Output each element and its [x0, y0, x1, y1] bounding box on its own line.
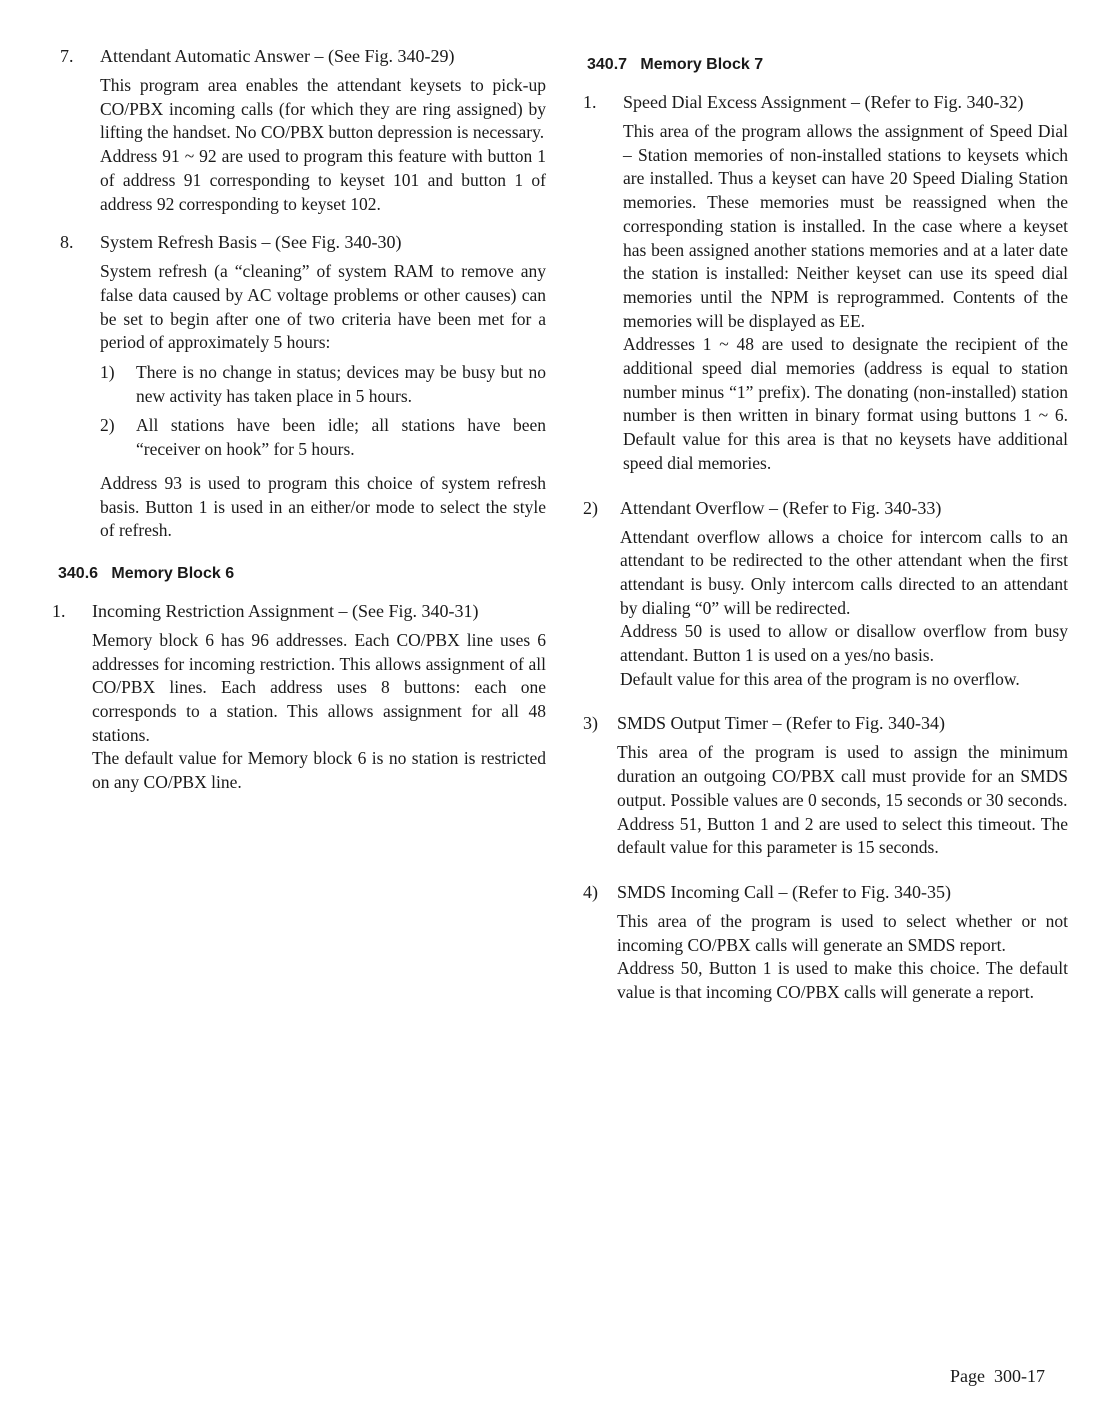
- item-body: [617, 711, 1068, 860]
- item-body: [617, 880, 1068, 1005]
- item-system-refresh-basis: [60, 230, 546, 543]
- sub-item: [100, 414, 546, 461]
- item-body: [92, 599, 546, 795]
- paragraph: Address 91 ~ 92 are used to program this feature with button 1 of address 91 corresponding to keyset 101 and button 1 of address 92 corresponding to keyset 102.: [100, 146, 546, 214]
- sub-item-number: 1): [100, 362, 115, 383]
- item-body: [620, 496, 1068, 692]
- item-title: SMDS Output Timer – (Refer to Fig. 340-34): [617, 713, 946, 734]
- item-body: [623, 90, 1068, 476]
- sub-item-number: 2): [100, 415, 115, 436]
- paragraph: This area of the program is used to assign the minimum duration an outgoing CO/PBX call must provide for an SMDS output. Possible values are 0 seconds, 15 seconds or 30 seconds.: [617, 742, 1068, 810]
- paragraph: This program area enables the attendant keysets to pick-up CO/PBX incoming calls (for which they are ring assigned) by lifting the handset. No CO/PBX button depression is necessary.: [100, 75, 546, 143]
- paragraph: Default value for this area of the program is no overflow.: [620, 668, 1020, 689]
- paragraph: This area of the program is used to select whether or not incoming CO/PBX calls will generate an SMDS report.: [617, 910, 1068, 955]
- item-title: Attendant Overflow – (Refer to Fig. 340-33): [620, 497, 942, 518]
- paragraph: System refresh (a “cleaning” of system RAM to remove any false data caused by AC voltage problems or other causes) can be set to begin after one of two criteria have been met for a period of approximately 5 hours:: [100, 261, 546, 353]
- item-speed-dial-excess-assignment: [583, 90, 1068, 476]
- section-heading-memory-block-6: 340.6 Memory Block 6: [58, 564, 235, 582]
- section-heading-memory-block-7: 340.7 Memory Block 7: [587, 56, 764, 73]
- paragraph: Address 50 is used to allow or disallow overflow from busy attendant. Button 1 is used on a yes/no basis.: [620, 621, 1068, 666]
- item-title: Speed Dial Excess Assignment – (Refer to Fig. 340-32): [623, 92, 1024, 112]
- item-number: 8.: [60, 232, 74, 253]
- item-title: SMDS Incoming Call – (Refer to Fig. 340-35): [617, 881, 951, 902]
- item-number: 1.: [52, 600, 66, 621]
- sub-item-text: There is no change in status; devices may be busy but no new activity has taken place in 5 hours.: [136, 362, 546, 406]
- item-number: 1.: [583, 92, 597, 112]
- item-number: 3): [583, 713, 598, 734]
- sub-item: [100, 361, 546, 408]
- paragraph: Address 93 is used to program this choice of system refresh basis. Button 1 is used in an either/or mode to select the style of refresh.: [100, 472, 546, 541]
- item-number: 2): [583, 497, 598, 518]
- right-column: [583, 54, 1068, 1019]
- item-body: [100, 44, 546, 216]
- item-attendant-overflow: [583, 496, 1068, 692]
- left-column: [52, 44, 546, 809]
- paragraph: This area of the program allows the assignment of Speed Dial – Station memories of non-installed stations to keysets which are installed. Thus a keyset can have 20 Speed Dialing Station memories. These memories must be reassigned when the corresponding station is installed. In the case where a keyset has been assigned another stations memories and at a later date the station is installed: Neither keyset can use its speed dial memories until the NPM is reprogrammed. Contents of the memories will be displayed as EE.: [623, 121, 1068, 331]
- item-number: 4): [583, 881, 598, 902]
- paragraph: Address 50, Button 1 is used to make this choice. The default value is that incoming CO/PBX calls will generate a report.: [617, 958, 1068, 1003]
- sub-item-text: All stations have been idle; all stations have been “receiver on hook” for 5 hours.: [136, 415, 546, 460]
- page-number: Page 300-17: [950, 1366, 1045, 1386]
- item-smds-output-timer: [583, 711, 1068, 860]
- paragraph: The default value for Memory block 6 is no station is restricted on any CO/PBX line.: [92, 748, 546, 793]
- item-smds-incoming-call: [583, 880, 1068, 1005]
- paragraph: Attendant overflow allows a choice for intercom calls to an attendant to be redirected to the other attendant when the first attendant is busy. Only intercom calls directed to an attendant by dialing “0” will be redirected.: [620, 526, 1068, 618]
- paragraph: Address 51, Button 1 and 2 are used to select this timeout. The default value for this parameter is 15 seconds.: [617, 813, 1068, 858]
- item-attendant-automatic-answer: [60, 44, 546, 216]
- item-incoming-restriction-assignment: [52, 599, 546, 795]
- item-title: System Refresh Basis – (See Fig. 340-30): [100, 232, 402, 253]
- paragraph: Addresses 1 ~ 48 are used to designate the recipient of the additional speed dial memories (address is equal to station number minus “1” prefix). The donating (non-installed) station number is then written in binary format using buttons 1 ~ 6. Default value for this area is that no keysets have additional speed dial memories.: [623, 334, 1068, 473]
- paragraph: Memory block 6 has 96 addresses. Each CO/PBX line uses 6 addresses for incoming restriction. This allows assignment of all CO/PBX lines. Each address uses 8 buttons: each one corresponds to a station. This allows assignment for all 48 stations.: [92, 629, 546, 745]
- item-title: Incoming Restriction Assignment – (See Fig. 340-31): [92, 600, 479, 621]
- item-title: Attendant Automatic Answer – (See Fig. 340-29): [100, 46, 455, 66]
- item-number: 7.: [60, 46, 74, 66]
- item-body: [100, 230, 546, 543]
